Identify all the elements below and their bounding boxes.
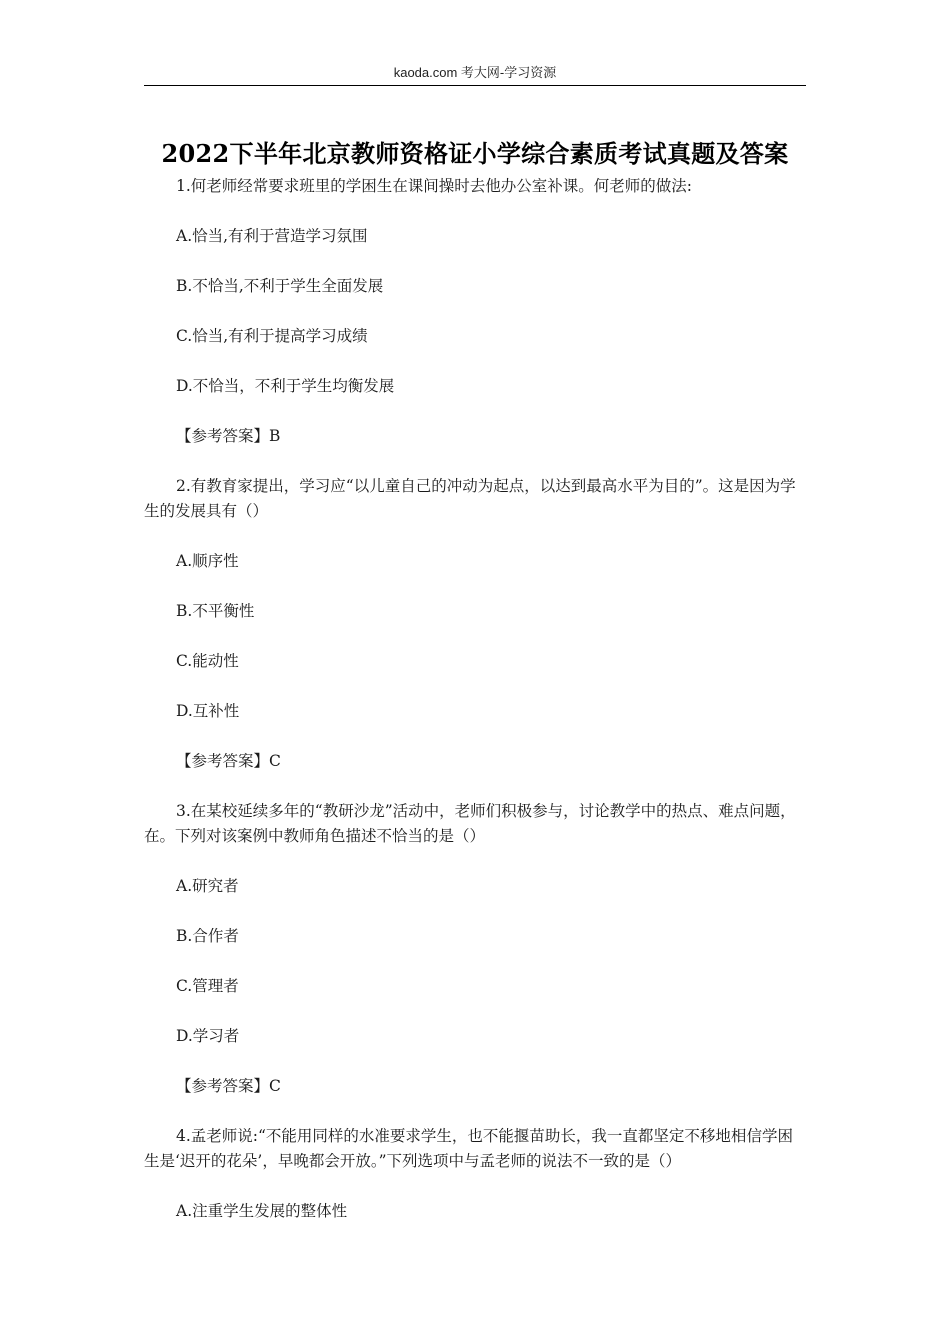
question-option: A.顺序性 (176, 552, 239, 570)
question-option: D.学习者 (176, 1027, 240, 1045)
reference-answer: 【参考答案】C (176, 1077, 281, 1095)
question-option: B.不恰当,不利于学生全面发展 (176, 277, 384, 295)
question-option: C.能动性 (176, 652, 239, 670)
question-stem: 2.有教育家提出，学习应“以儿童自己的冲动为起点，以达到最高水平为目的”。这是因为学生的发展具有（） (144, 477, 796, 520)
question-option: A.恰当,有利于营造学习氛围 (176, 227, 368, 245)
question-option: C.管理者 (176, 977, 239, 995)
question-option: D.不恰当，不利于学生均衡发展 (176, 377, 395, 395)
question-option: C.恰当,有利于提高学习成绩 (176, 327, 368, 345)
question-stem: 1.何老师经常要求班里的学困生在课间操时去他办公室补课。何老师的做法: (176, 177, 693, 195)
header-divider (144, 85, 806, 86)
question-stem: 4.孟老师说:“不能用同样的水准要求学生，也不能揠苗助长，我一直都坚定不移地相信学困生是‘迟开的花朵’，早晚都会开放。”下列选项中与孟老师的说法不一致的是（） (144, 1127, 793, 1170)
question-option: B.不平衡性 (176, 602, 255, 620)
question-option: D.互补性 (176, 702, 240, 720)
document-body (144, 174, 806, 1224)
document-title: 2022下半年北京教师资格证小学综合素质考试真题及答案 (161, 139, 789, 168)
question-stem: 3.在某校延续多年的“教研沙龙”活动中，老师们积极参与，讨论教学中的热点、难点问题，在。下列对该案例中教师角色描述不恰当的是（） (144, 802, 796, 845)
reference-answer: 【参考答案】B (176, 427, 281, 445)
page-header: kaoda.com 考大网-学习资源 (393, 65, 557, 80)
question-option: A.注重学生发展的整体性 (176, 1202, 348, 1220)
question-option: B.合作者 (176, 927, 239, 945)
question-option: A.研究者 (176, 877, 239, 895)
reference-answer: 【参考答案】C (176, 752, 281, 770)
